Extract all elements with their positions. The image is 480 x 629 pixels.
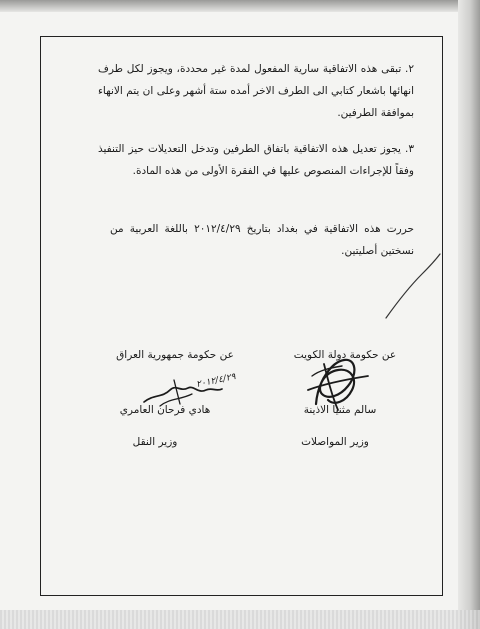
pen-check-mark bbox=[384, 252, 444, 322]
scan-artifact-stripe bbox=[0, 610, 480, 629]
kuwait-signatory-name: سالم مثنيا الاذينة bbox=[303, 404, 377, 416]
iraq-government-label: عن حكومة جمهورية العراق bbox=[116, 349, 234, 361]
scan-shadow-top bbox=[0, 0, 480, 12]
scan-shadow-right bbox=[458, 0, 480, 629]
iraq-signatory-title: وزير النقل bbox=[132, 436, 178, 448]
kuwait-signatory-title: وزير المواصلات bbox=[301, 436, 369, 448]
clause-2-paragraph: ٢. تبقى هذه الاتفاقية سارية المفعول لمدة غير محددة، ويجوز لكل طرف انهائها باشعار كتابي الى الطرف الاخر أمده ستة أشهر وعلى ان يتم الانهاء بموافقة الطرفين. bbox=[98, 63, 414, 119]
drafting-statement-paragraph: حررت هذه الاتفاقية في بغداد بتاريخ ٢٠١٢/٤/٢٩ باللغة العربية من نسختين أصليتين. bbox=[110, 223, 414, 257]
iraq-signatory-name: هادي فرحان العامري bbox=[119, 404, 211, 416]
kuwait-government-label: عن حكومة دولة الكويت bbox=[293, 349, 397, 361]
clause-3-paragraph: ٣. يجوز تعديل هذه الاتفاقية باتفاق الطرفين وتدخل التعديلات حيز التنفيذ وفقاً للإجراءات المنصوص عليها في الفقرة الأولى من هذه المادة. bbox=[98, 143, 414, 177]
handwritten-date: ٢٠١٢/٤/٢٩ bbox=[195, 371, 237, 391]
